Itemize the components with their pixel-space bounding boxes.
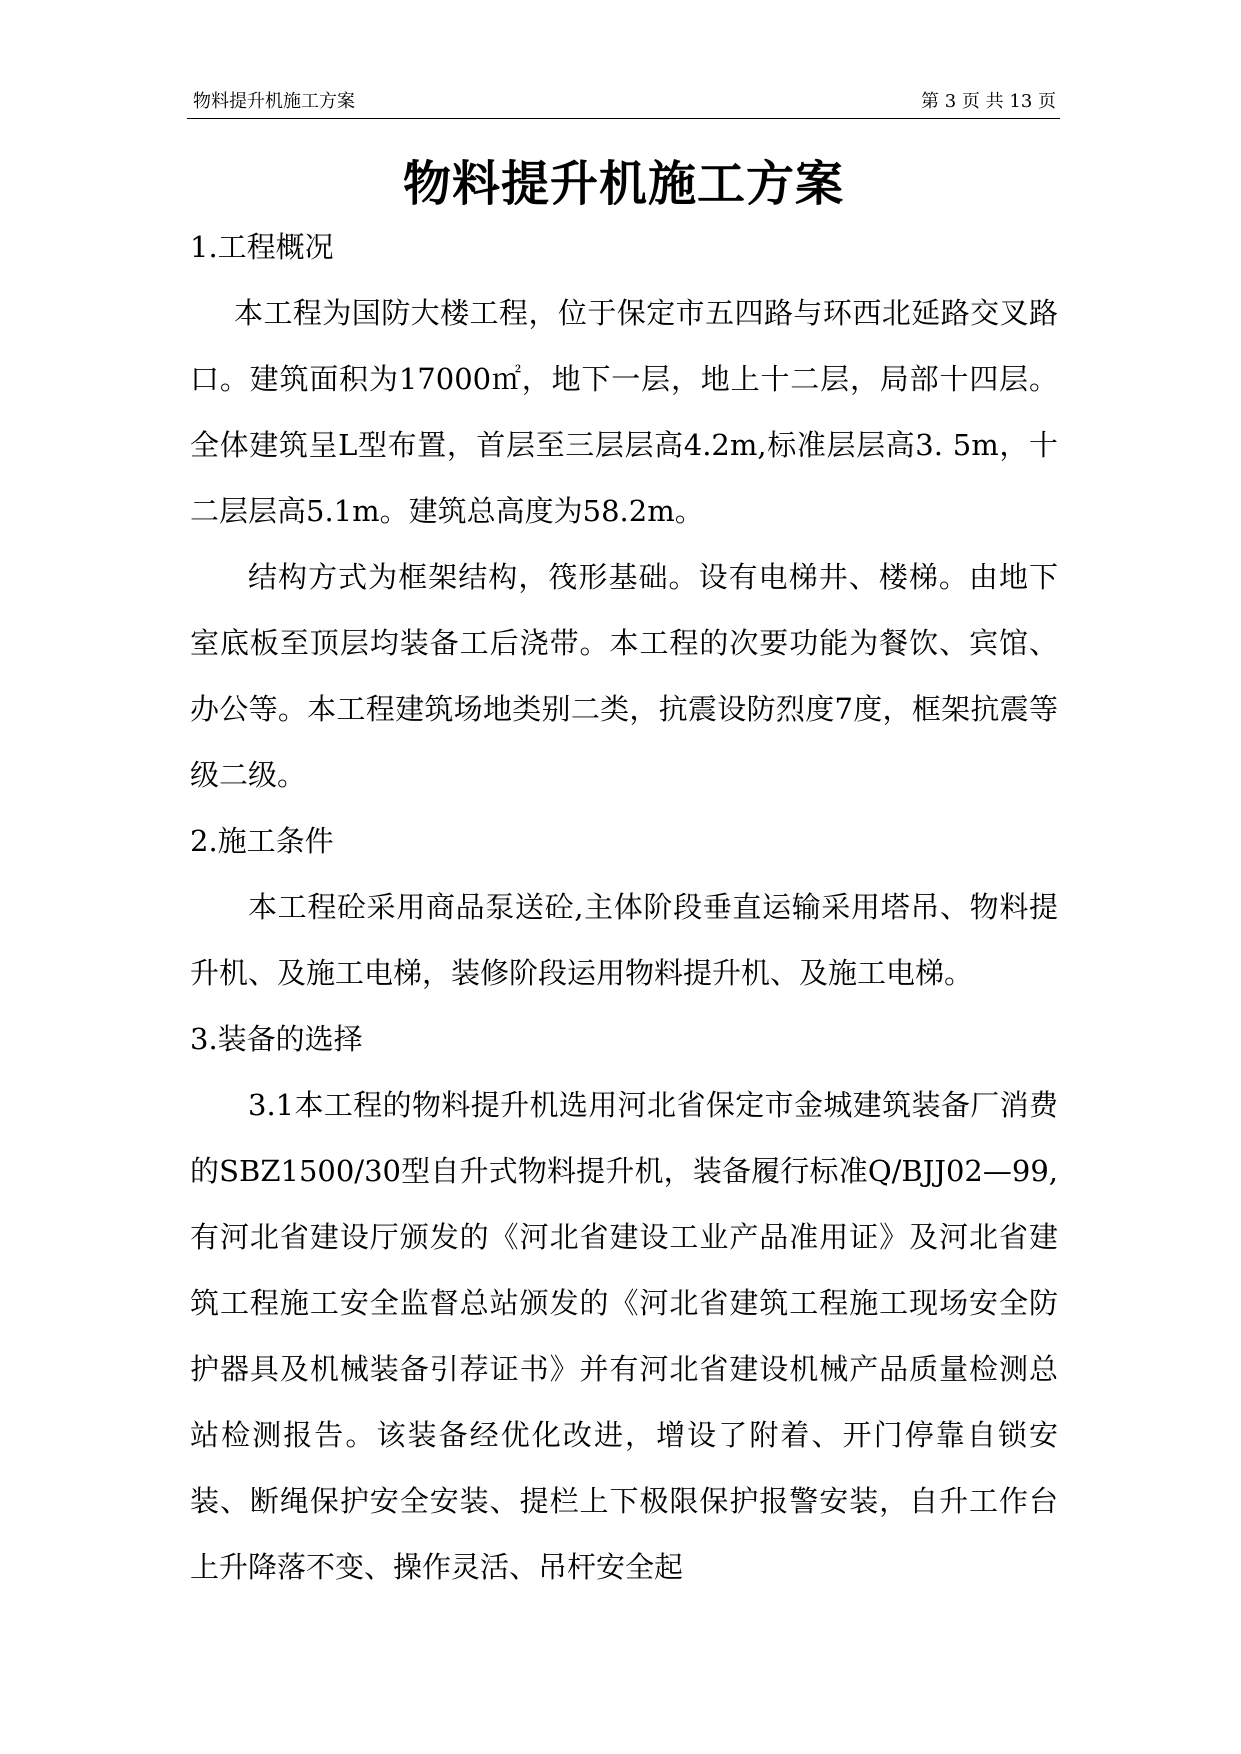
running-title: 物料提升机施工方案 — [193, 91, 355, 112]
paragraph-structure: 结构方式为框架结构，筏形基础。设有电梯井、楼梯。由地下室底板至顶层均装备工后浇带。本工程的次要功能为餐饮、宾馆、办公等。本工程建筑场地类别二类，抗震设防烈度7度，框架抗震等级二级。 — [190, 560, 1058, 792]
section-heading-2: 2.施工条件 — [190, 824, 334, 858]
paragraph-equipment-selection: 3.1本工程的物料提升机选用河北省保定市金城建筑装备厂消费的SBZ1500/30型自升式物料提升机，装备履行标准Q/BJJ02—99,有河北省建设厅颁发的《河北省建设工业产品准用证》及河北省建筑工程施工安全监督总站颁发的《河北省建筑工程施工现场安全防护器具及机械装备引荐证书》并有河北省建设机械产品质量检测总站检测报告。该装备经优化改进，增设了附着、开门停靠自锁安装、断绳保护安全安装、提栏上下极限保护报警安装，自升工作台上升降落不变、操作灵活、吊杆安全起 — [190, 1088, 1058, 1584]
page-number: 第 3 页 共 13 页 — [921, 91, 1056, 112]
section-heading-1: 1.工程概况 — [190, 230, 334, 264]
section-heading-3: 3.装备的选择 — [190, 1022, 363, 1056]
document-title: 物料提升机施工方案 — [402, 156, 844, 212]
page-header — [187, 88, 1060, 119]
paragraph-project-overview: 本工程为国防大楼工程，位于保定市五四路与环西北延路交叉路口。建筑面积为17000㎡，地下一层，地上十二层，局部十四层。全体建筑呈L型布置，首层至三层层高4.2m,标准层层高3. 5m，十二层层高5.1m。建筑总高度为58.2m。 — [190, 296, 1058, 528]
paragraph-construction-conditions: 本工程砼采用商品泵送砼,主体阶段垂直运输采用塔吊、物料提升机、及施工电梯，装修阶段运用物料提升机、及施工电梯。 — [190, 890, 1058, 990]
